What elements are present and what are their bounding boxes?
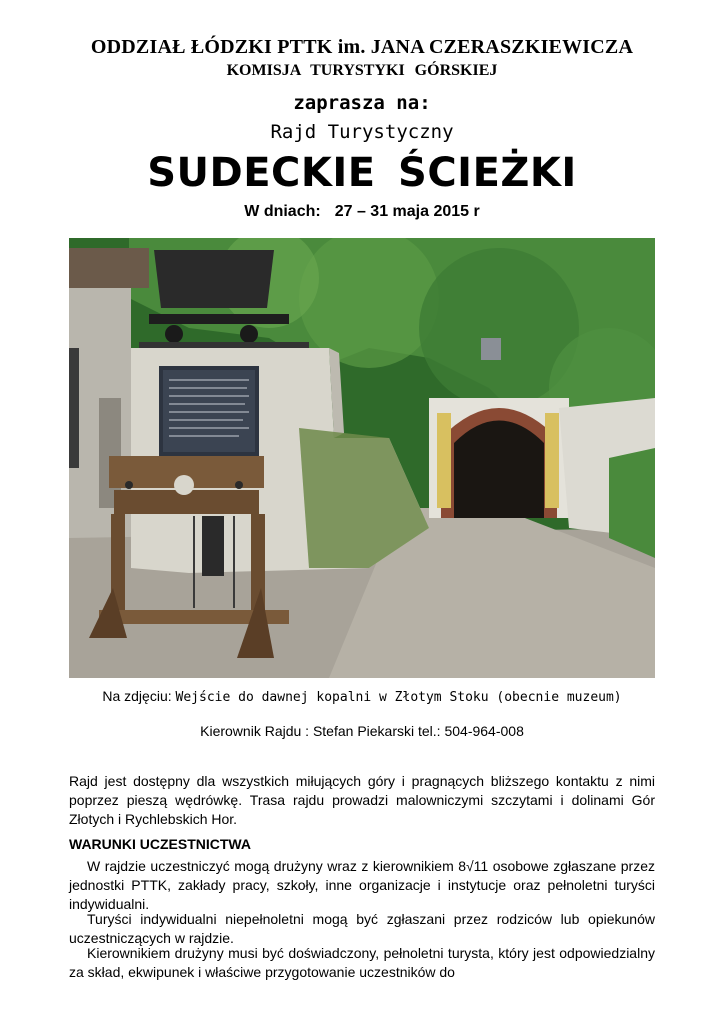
invitation-text: zaprasza na: xyxy=(293,92,431,114)
dates-label: W dniach: xyxy=(244,203,321,220)
conditions-paragraph-teams: W rajdzie uczestniczyć mogą drużyny wraz z kierownikiem 8√11 osobowe zgłaszane przez jednostki PTTK, zakłady pracy, szkoły, inne organizacje i instytucje oraz pełnoletni turyści indywidualni. xyxy=(69,858,655,912)
caption-label: Na zdjęciu: xyxy=(102,688,172,704)
trip-leader-contact: Kierownik Rajdu : Stefan Piekarski tel.: 504-964-008 xyxy=(200,723,524,739)
intro-paragraph: Rajd jest dostępny dla wszystkich miłujących góry i pragnących bliższego kontaktu z nimi poprzez pieszą wędrówkę. Trasa rajdu prowadzi malowniczymi szczytami i dolinami Gór Złotych i Rychlebskich Hor. xyxy=(69,773,655,827)
commission-name: KOMISJA TURYSTYKI GÓRSKIEJ xyxy=(226,62,498,79)
photo-illustration xyxy=(69,238,655,678)
conditions-paragraph-team-leader: Kierownikiem drużyny musi być doświadczony, pełnoletni turysta, który jest odpowiedzialny za skład, ekwipunek i właściwe przygotowanie uczestników do xyxy=(69,945,655,980)
event-kind: Rajd Turystyczny xyxy=(270,121,454,143)
photo-caption xyxy=(0,688,724,705)
conditions-heading: WARUNKI UCZESTNICTWA xyxy=(69,836,251,852)
event-dates xyxy=(0,203,724,221)
organization-name: ODDZIAŁ ŁÓDZKI PTTK im. JANA CZERASZKIEWICZA xyxy=(90,36,634,58)
caption-text: Wejście do dawnej kopalni w Złotym Stoku (obecnie muzeum) xyxy=(175,690,622,705)
conditions-paragraph-minors: Turyści indywidualni niepełnoletni mogą być zgłaszani przez rodziców lub opiekunów uczestniczących w rajdzie. xyxy=(69,911,655,946)
dates-value: 27 – 31 maja 2015 r xyxy=(334,203,480,220)
mine-entrance-photo xyxy=(69,238,655,678)
event-title: SUDECKIE ŚCIEŻKI xyxy=(147,150,577,196)
